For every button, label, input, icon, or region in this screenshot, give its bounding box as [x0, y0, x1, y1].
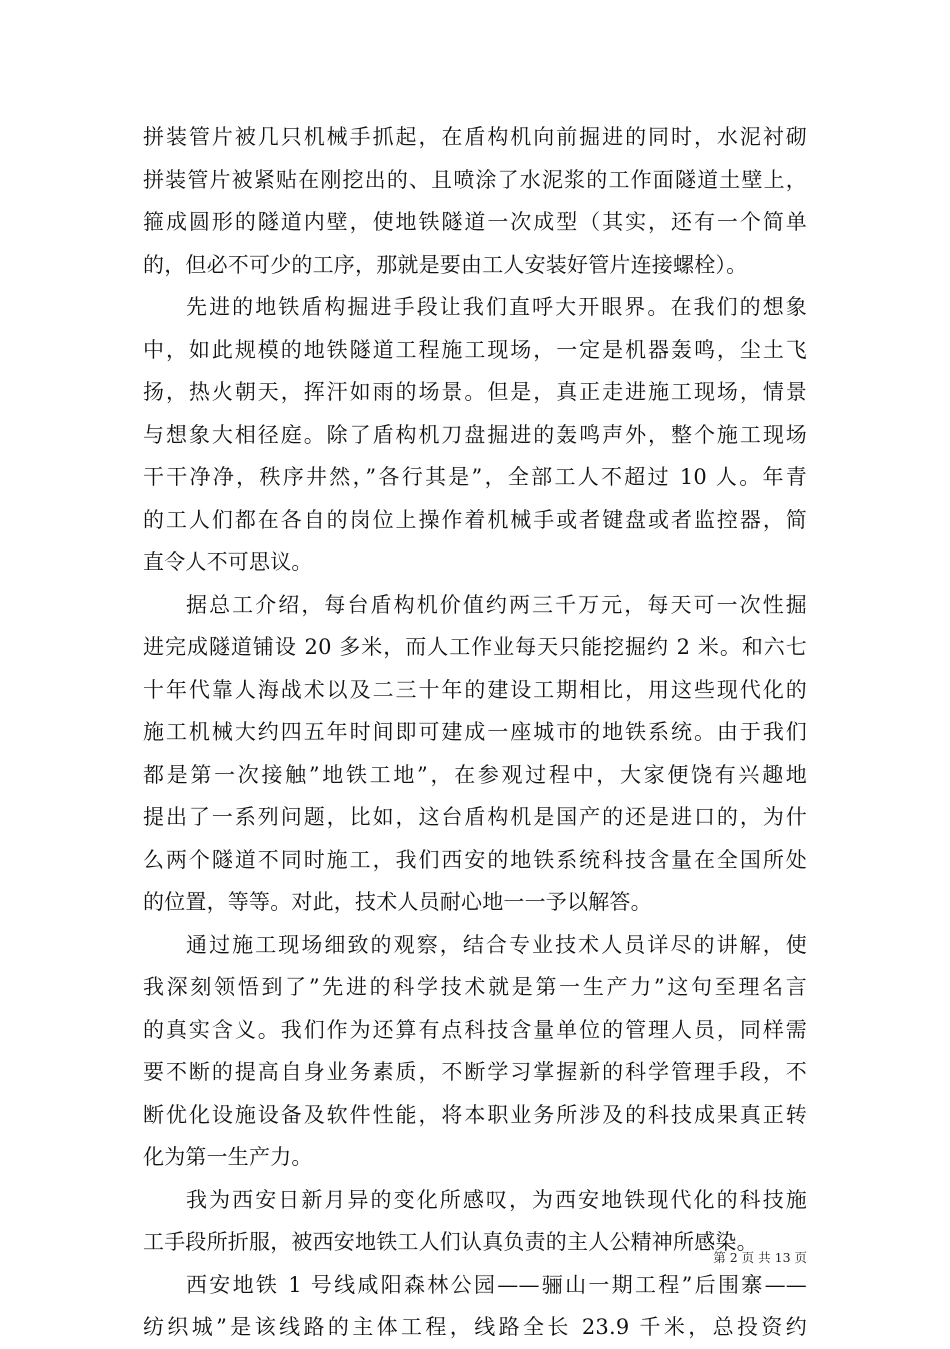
text-line: 先进的地铁盾构掘进手段让我们直呼大开眼界。在我们的想象 — [186, 295, 807, 319]
text-line: 工手段所折服，被西安地铁工人们认真负责的主人公精神所感染。 — [143, 1230, 758, 1254]
text-line: 拼装管片被紧贴在刚挖出的、且喷涂了水泥浆的工作面隧道土壁上， — [143, 167, 807, 192]
text-line: 都是第一次接触”地铁工地”，在参观过程中，大家便饶有兴趣地 — [143, 762, 807, 787]
text-line: 化为第一生产力。 — [143, 1145, 313, 1169]
text-line: 直令人不可思议。 — [143, 550, 313, 574]
text-line: 的工人们都在各自的岗位上操作着机械手或者键盘或者监控器，简 — [143, 507, 807, 532]
text-line: 的真实含义。我们作为还算有点科技含量单位的管理人员，同样需 — [143, 1017, 807, 1042]
text-line: 拼装管片被几只机械手抓起，在盾构机向前掘进的同时，水泥衬砌 — [143, 125, 807, 149]
page-number: 第 2 页 共 13 页 — [713, 1250, 807, 1265]
text-line: 的位置，等等。对此，技术人员耐心地一一予以解答。 — [143, 890, 652, 914]
text-line: 干干净净，秩序井然，”各行其是”，全部工人不超过 10 人。年青 — [143, 465, 807, 489]
text-line: 进完成隧道铺设 20 多米，而人工作业每天只能挖掘约 2 米。和六七 — [143, 635, 807, 659]
document-body — [143, 116, 807, 1349]
text-line: 中，如此规模的地铁隧道工程施工现场，一定是机器轰鸣，尘土飞 — [143, 337, 807, 362]
text-line: 与想象大相径庭。除了盾构机刀盘掘进的轰鸣声外，整个施工现场 — [143, 422, 807, 447]
text-line: 么两个隧道不同时施工，我们西安的地铁系统科技含量在全国所处 — [143, 847, 807, 872]
text-line: 的，但必不可少的工序，那就是要由工人安装好管片连接螺栓）。 — [143, 252, 748, 277]
text-line: 断优化设施设备及软件性能，将本职业务所涉及的科技成果真正转 — [143, 1102, 807, 1127]
text-line: 提出了一系列问题，比如，这台盾构机是国产的还是进口的，为什 — [143, 805, 807, 829]
text-line: 据总工介绍，每台盾构机价值约两三千万元，每天可一次性掘 — [186, 592, 807, 617]
text-line: 箍成圆形的隧道内壁，使地铁隧道一次成型（其实，还有一个简单 — [143, 210, 807, 234]
text-line: 扬，热火朝天，挥汗如雨的场景。但是，真正走进施工现场，情景 — [143, 380, 807, 404]
text-line: 通过施工现场细致的观察，结合专业技术人员详尽的讲解，使 — [186, 932, 807, 957]
text-line: 施工机械大约四五年时间即可建成一座城市的地铁系统。由于我们 — [143, 720, 807, 744]
text-line: 纺织城”是该线路的主体工程，线路全长 23.9 千米，总投资约 — [143, 1315, 807, 1339]
text-line: 要不断的提高自身业务素质，不断学习掌握新的科学管理手段，不 — [143, 1060, 807, 1084]
text-line: 十年代靠人海战术以及二三十年的建设工期相比，用这些现代化的 — [143, 677, 807, 702]
text-line: 我为西安日新月异的变化所感叹，为西安地铁现代化的科技施 — [186, 1187, 807, 1212]
text-line: 我深刻领悟到了”先进的科学技术就是第一生产力”这句至理名言 — [143, 975, 807, 999]
text-line: 西安地铁 1 号线咸阳森林公园——骊山一期工程”后围寨—— — [186, 1272, 807, 1297]
